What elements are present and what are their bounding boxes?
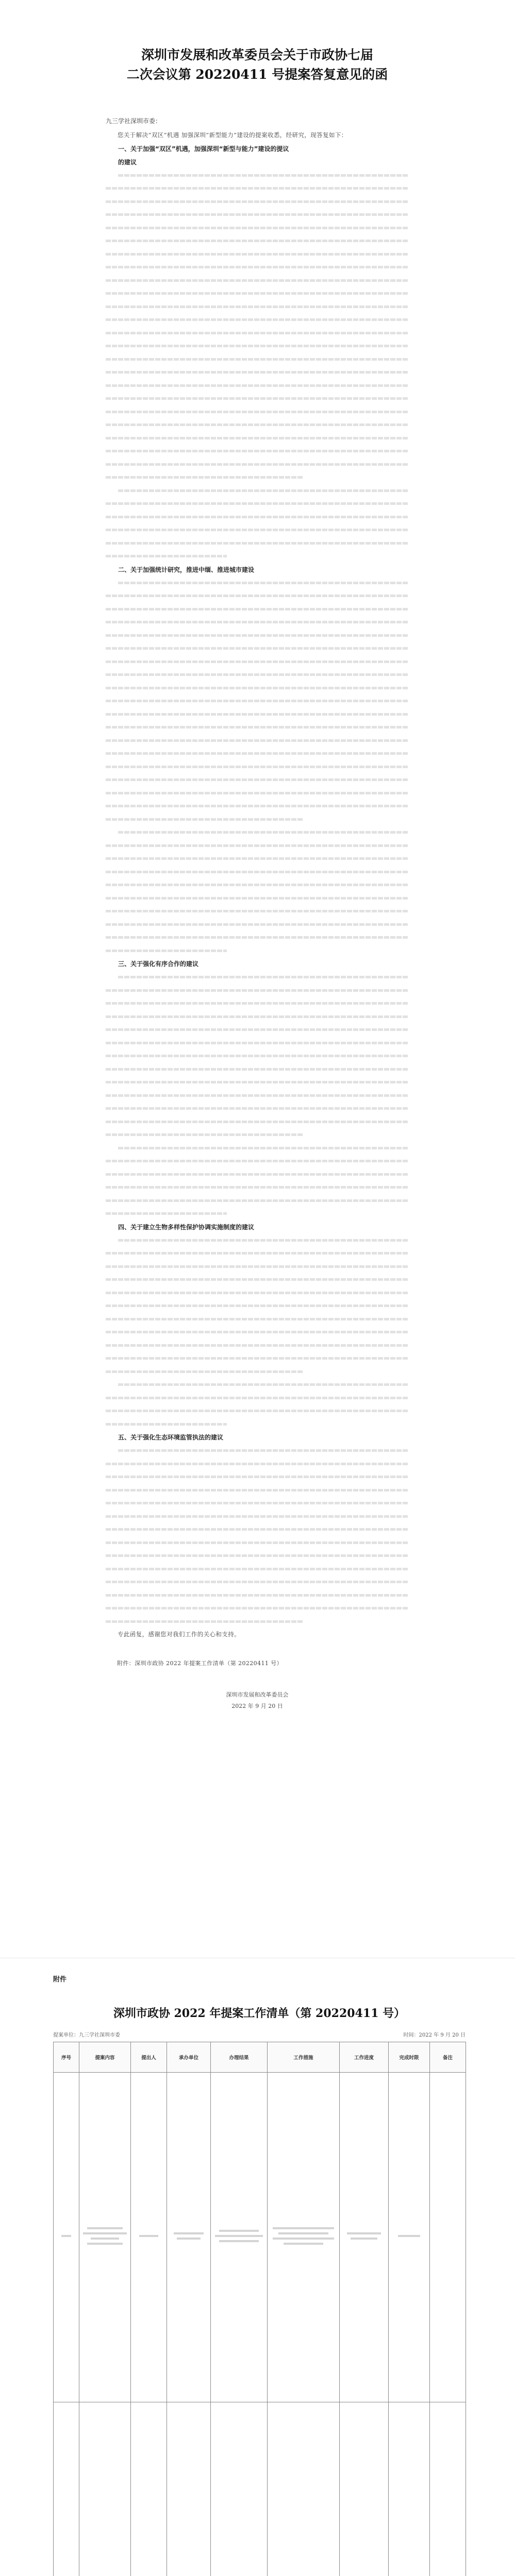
text-line	[106, 760, 409, 774]
text-line	[106, 222, 409, 235]
column-header: 提案内容	[79, 2042, 131, 2073]
table-cell	[268, 2402, 340, 2576]
letter-intro: 您关于解决“双区”机遇 加强深圳“新型能力”建设的提案收悉，经研究，现答复如下：	[118, 131, 347, 139]
text-line	[106, 1234, 409, 1247]
text-line	[106, 1549, 409, 1563]
section-heading-1-sub: 的建议	[118, 158, 137, 166]
column-header: 序号	[54, 2042, 79, 2073]
text-line	[106, 1484, 409, 1497]
column-header: 工作措施	[268, 2042, 340, 2073]
text-line	[106, 300, 409, 314]
table-cell	[167, 2073, 211, 2402]
text-line	[106, 1523, 409, 1536]
text-line	[106, 668, 409, 682]
text-line	[106, 1049, 409, 1063]
letter-body	[106, 129, 409, 1710]
text-line	[106, 327, 409, 340]
text-line	[106, 432, 409, 445]
table-cell	[340, 2073, 389, 2402]
attachment-title: 深圳市政协 2022 年提案工作清单（第 20220411 号）	[113, 2007, 406, 2020]
issuing-office: 深圳市发展和改革委员会	[226, 1691, 289, 1698]
attachment-page	[0, 1958, 515, 2576]
attachment-unit: 提案单位：九三学社深圳市委	[53, 2032, 120, 2038]
table-header-row	[54, 2042, 466, 2073]
table-cell	[211, 2402, 268, 2576]
column-header: 工作进度	[340, 2042, 389, 2073]
text-line	[106, 1615, 409, 1629]
column-header: 提出人	[131, 2042, 167, 2073]
text-line	[106, 852, 409, 866]
table-cell	[167, 2402, 211, 2576]
text-line	[106, 1142, 409, 1155]
text-line	[106, 800, 409, 813]
text-line	[106, 1497, 409, 1510]
attachment-date: 时间：2022 年 9 月 20 日	[403, 2032, 466, 2038]
text-line	[106, 642, 409, 655]
table-cell	[131, 2073, 167, 2402]
table-row	[54, 2402, 466, 2576]
text-line	[106, 1602, 409, 1615]
table-cell	[211, 2073, 268, 2402]
text-line	[106, 1352, 409, 1365]
text-line	[106, 655, 409, 669]
text-line	[106, 1404, 409, 1418]
text-line	[106, 577, 409, 590]
text-line	[106, 1510, 409, 1523]
table-cell	[268, 2073, 340, 2402]
text-line	[106, 1378, 409, 1392]
text-line	[106, 208, 409, 222]
text-line	[106, 1181, 409, 1194]
text-line	[106, 1128, 409, 1142]
text-line	[106, 1589, 409, 1602]
text-line	[106, 1458, 409, 1471]
text-line	[106, 997, 409, 1010]
text-line	[106, 1339, 409, 1352]
text-line	[106, 261, 409, 274]
text-line	[106, 484, 409, 498]
text-line	[106, 234, 409, 248]
section-heading-3: 三、关于强化有序合作的建议	[118, 960, 199, 968]
text-line	[106, 905, 409, 918]
text-line	[106, 1365, 409, 1379]
text-line	[106, 169, 409, 182]
table-row	[54, 2073, 466, 2402]
text-line	[106, 813, 409, 826]
column-header: 完成时限	[389, 2042, 430, 2073]
column-header: 备注	[430, 2042, 466, 2073]
text-line	[106, 287, 409, 300]
text-line	[106, 445, 409, 458]
text-line	[106, 1444, 409, 1458]
text-line	[106, 826, 409, 839]
text-line	[106, 523, 409, 537]
text-line	[106, 418, 409, 432]
text-line	[106, 471, 409, 484]
text-line	[106, 1037, 409, 1050]
text-line	[106, 1115, 409, 1129]
text-line	[106, 1286, 409, 1300]
text-line	[106, 340, 409, 353]
text-line	[106, 773, 409, 787]
text-line	[106, 182, 409, 195]
text-line	[106, 931, 409, 944]
text-line	[106, 1247, 409, 1260]
text-line	[106, 1470, 409, 1484]
text-line	[106, 379, 409, 393]
section-heading-4: 四、关于建立生物多样性保护协调实施制度的建议	[118, 1223, 255, 1231]
text-line	[106, 392, 409, 405]
section-heading-2: 二、关于加强统计研究，推进中缅、推进城市建设	[118, 566, 255, 573]
text-line	[106, 1575, 409, 1589]
text-line	[106, 1299, 409, 1313]
column-header: 承办单位	[167, 2042, 211, 2073]
letter-title	[106, 45, 409, 84]
text-line	[106, 708, 409, 721]
letter-title-line1: 深圳市发展和改革委员会关于市政协七届	[141, 47, 373, 62]
text-line	[106, 1536, 409, 1550]
text-line	[106, 458, 409, 471]
text-line	[106, 1418, 409, 1431]
text-line	[106, 1089, 409, 1103]
table-cell	[340, 2402, 389, 2576]
table-cell	[79, 2073, 131, 2402]
letter-closing: 专此函复，感谢您对我们工作的关心和支持。	[118, 1631, 240, 1638]
text-line	[106, 603, 409, 616]
table-cell	[389, 2073, 430, 2402]
text-line	[106, 866, 409, 879]
text-line	[106, 248, 409, 261]
text-line	[106, 1207, 409, 1221]
text-line	[106, 787, 409, 800]
text-line	[106, 313, 409, 327]
text-line	[106, 366, 409, 379]
text-line	[106, 511, 409, 524]
table-cell	[430, 2073, 466, 2402]
text-line	[106, 694, 409, 708]
text-line	[106, 1168, 409, 1181]
text-line	[106, 1076, 409, 1089]
text-line	[106, 274, 409, 287]
table-cell	[430, 2402, 466, 2576]
text-line	[106, 1392, 409, 1405]
text-line	[106, 839, 409, 853]
text-line	[106, 550, 409, 563]
text-line	[106, 971, 409, 984]
text-line	[106, 984, 409, 997]
text-line	[106, 1273, 409, 1286]
attachment-note: 附件：深圳市政协 2022 年提案工作清单（第 20220411 号）	[117, 1659, 283, 1667]
text-line	[106, 629, 409, 642]
text-line	[106, 892, 409, 905]
text-line	[106, 721, 409, 734]
letter-recipient: 九三学社深圳市委：	[106, 117, 162, 125]
letter-title-line2: 二次会议第 20220411 号提案答复意见的函	[126, 67, 388, 82]
proposal-table	[53, 2042, 466, 2576]
text-line	[106, 918, 409, 931]
text-line	[106, 1260, 409, 1274]
text-line	[106, 878, 409, 892]
text-line	[106, 1194, 409, 1208]
text-line	[106, 1063, 409, 1076]
text-line	[106, 682, 409, 695]
text-line	[106, 944, 409, 958]
section-heading-1: 一、关于加强“双区”机遇，加强深圳“新型与能力”建设的提议	[118, 145, 289, 152]
column-header: 办理结果	[211, 2042, 268, 2073]
text-line	[106, 747, 409, 760]
text-line	[106, 1326, 409, 1339]
table-cell	[79, 2402, 131, 2576]
table-cell	[54, 2073, 79, 2402]
text-line	[106, 1102, 409, 1115]
table-cell	[131, 2402, 167, 2576]
text-line	[106, 195, 409, 209]
text-line	[106, 1313, 409, 1326]
text-line	[106, 1010, 409, 1024]
issue-date: 2022 年 9 月 20 日	[231, 1703, 283, 1709]
text-line	[106, 497, 409, 511]
table-cell	[389, 2402, 430, 2576]
text-line	[106, 1155, 409, 1168]
text-line	[106, 1023, 409, 1037]
text-line	[106, 589, 409, 603]
text-line	[106, 1563, 409, 1576]
attachment-label: 附件	[53, 1976, 67, 1984]
text-line	[106, 616, 409, 629]
text-line	[106, 734, 409, 748]
text-line	[106, 537, 409, 550]
text-line	[106, 405, 409, 419]
text-line	[106, 353, 409, 366]
section-heading-5: 五、关于强化生态环境监管执法的建议	[118, 1434, 224, 1441]
table-cell	[54, 2402, 79, 2576]
